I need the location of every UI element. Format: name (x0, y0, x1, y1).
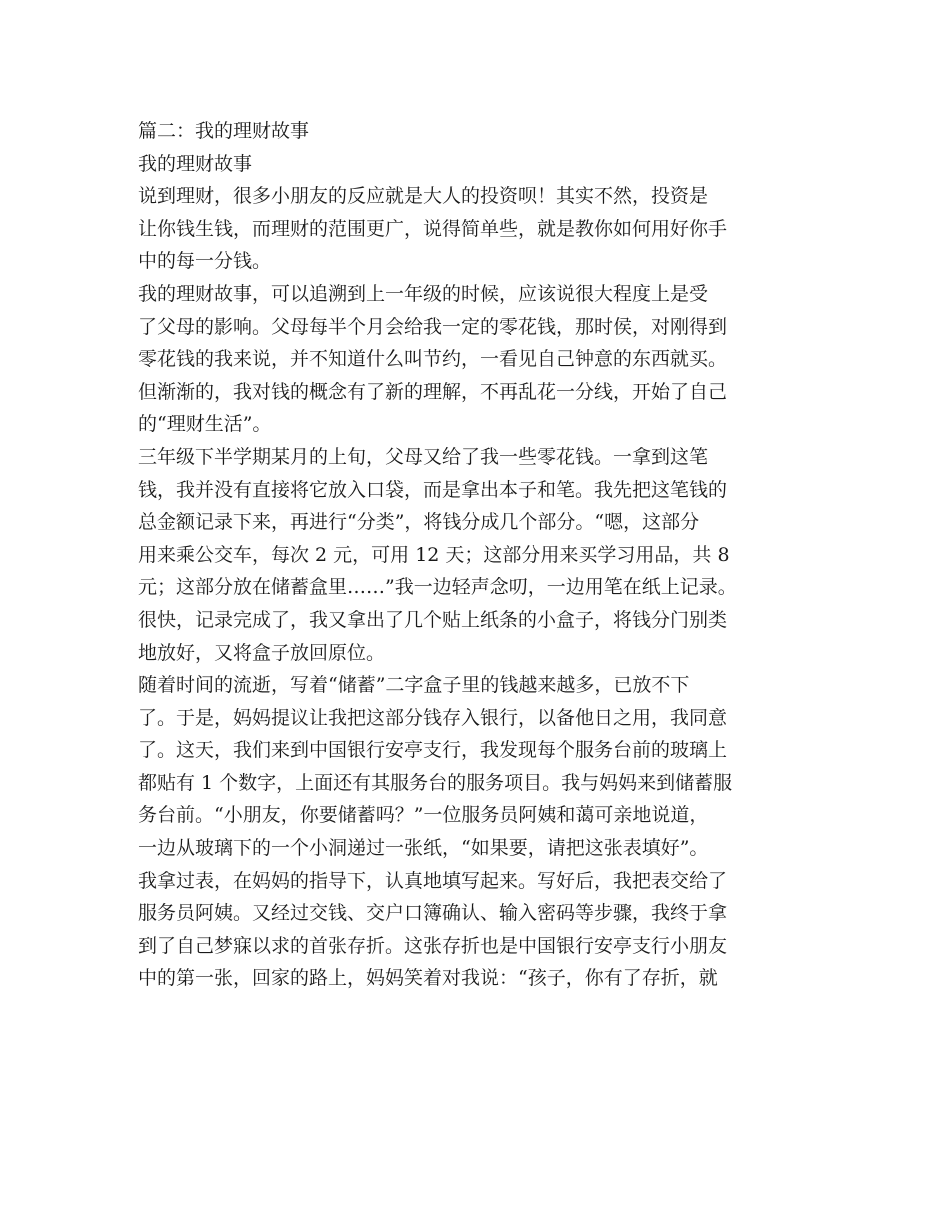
text-line: 了父母的影响。父母每半个月会给我一定的零花钱，那时侯，对刚得到 (138, 315, 728, 338)
text-line: 元；这部分放在储蓄盒里……”我一边轻声念叨，一边用笔在纸上记录。 (138, 576, 737, 599)
text-line: 我拿过表，在妈妈的指导下，认真地填写起来。写好后，我把表交给了 (138, 869, 728, 892)
text-line: 务台前。“小朋友，你要储蓄吗？”一位服务员阿姨和蔼可亲地说道， (138, 804, 709, 827)
text-line: 地放好，又将盒子放回原位。 (138, 641, 386, 664)
text-line: 服务员阿姨。又经过交钱、交户口簿确认、输入密码等步骤，我终于拿 (138, 902, 728, 925)
text-line: 用来乘公交车，每次 2 元，可用 12 天；这部分用来买学习用品，共 8 (138, 543, 730, 566)
text-line: 到了自己梦寐以求的首张存折。这张存折也是中国银行安亭支行小朋友 (138, 934, 728, 957)
document-title: 篇二：我的理财故事 (138, 120, 310, 142)
text-line: 一边从玻璃下的一个小洞递过一张纸，“如果要，请把这张表填好”。 (138, 837, 709, 860)
text-line: 让你钱生钱，而理财的范围更广，说得简单些，就是教你如何用好你手 (138, 217, 728, 240)
text-line: 三年级下半学期某月的上旬，父母又给了我一些零花钱。一拿到这笔 (138, 445, 709, 468)
text-line: 零花钱的我来说，并不知道什么叫节约，一看见自己钟意的东西就买。 (138, 348, 728, 371)
document-body (138, 115, 828, 995)
text-line: 很快，记录完成了，我又拿出了几个贴上纸条的小盒子，将钱分门别类 (138, 608, 728, 631)
text-line: 的“理财生活”。 (138, 413, 272, 436)
text-line: 了。这天，我们来到中国银行安亭支行，我发现每个服务台前的玻璃上 (138, 739, 728, 762)
text-line: 都贴有 1 个数字，上面还有其服务台的服务项目。我与妈妈来到储蓄服 (138, 771, 733, 794)
text-line: 我的理财故事，可以追溯到上一年级的时候，应该说很大程度上是受 (138, 282, 709, 305)
text-line: 说到理财，很多小朋友的反应就是大人的投资呗！其实不然，投资是 (138, 185, 709, 208)
text-line: 中的每一分钱。 (138, 250, 272, 273)
text-line: 中的第一张，回家的路上，妈妈笑着对我说：“孩子，你有了存折，就 (138, 967, 718, 990)
text-line: 但渐渐的，我对钱的概念有了新的理解，不再乱花一分线，开始了自己 (138, 380, 728, 403)
text-line: 总金额记录下来，再进行“分类”，将钱分成几个部分。“嗯，这部分 (138, 511, 700, 534)
text-line: 了。于是，妈妈提议让我把这部分钱存入银行，以备他日之用，我同意 (138, 706, 728, 729)
story-heading: 我的理财故事 (138, 152, 253, 175)
text-line: 钱，我并没有直接将它放入口袋，而是拿出本子和笔。我先把这笔钱的 (138, 478, 728, 501)
text-line: 随着时间的流逝，写着“储蓄”二字盒子里的钱越来越多，已放不下 (138, 674, 690, 697)
